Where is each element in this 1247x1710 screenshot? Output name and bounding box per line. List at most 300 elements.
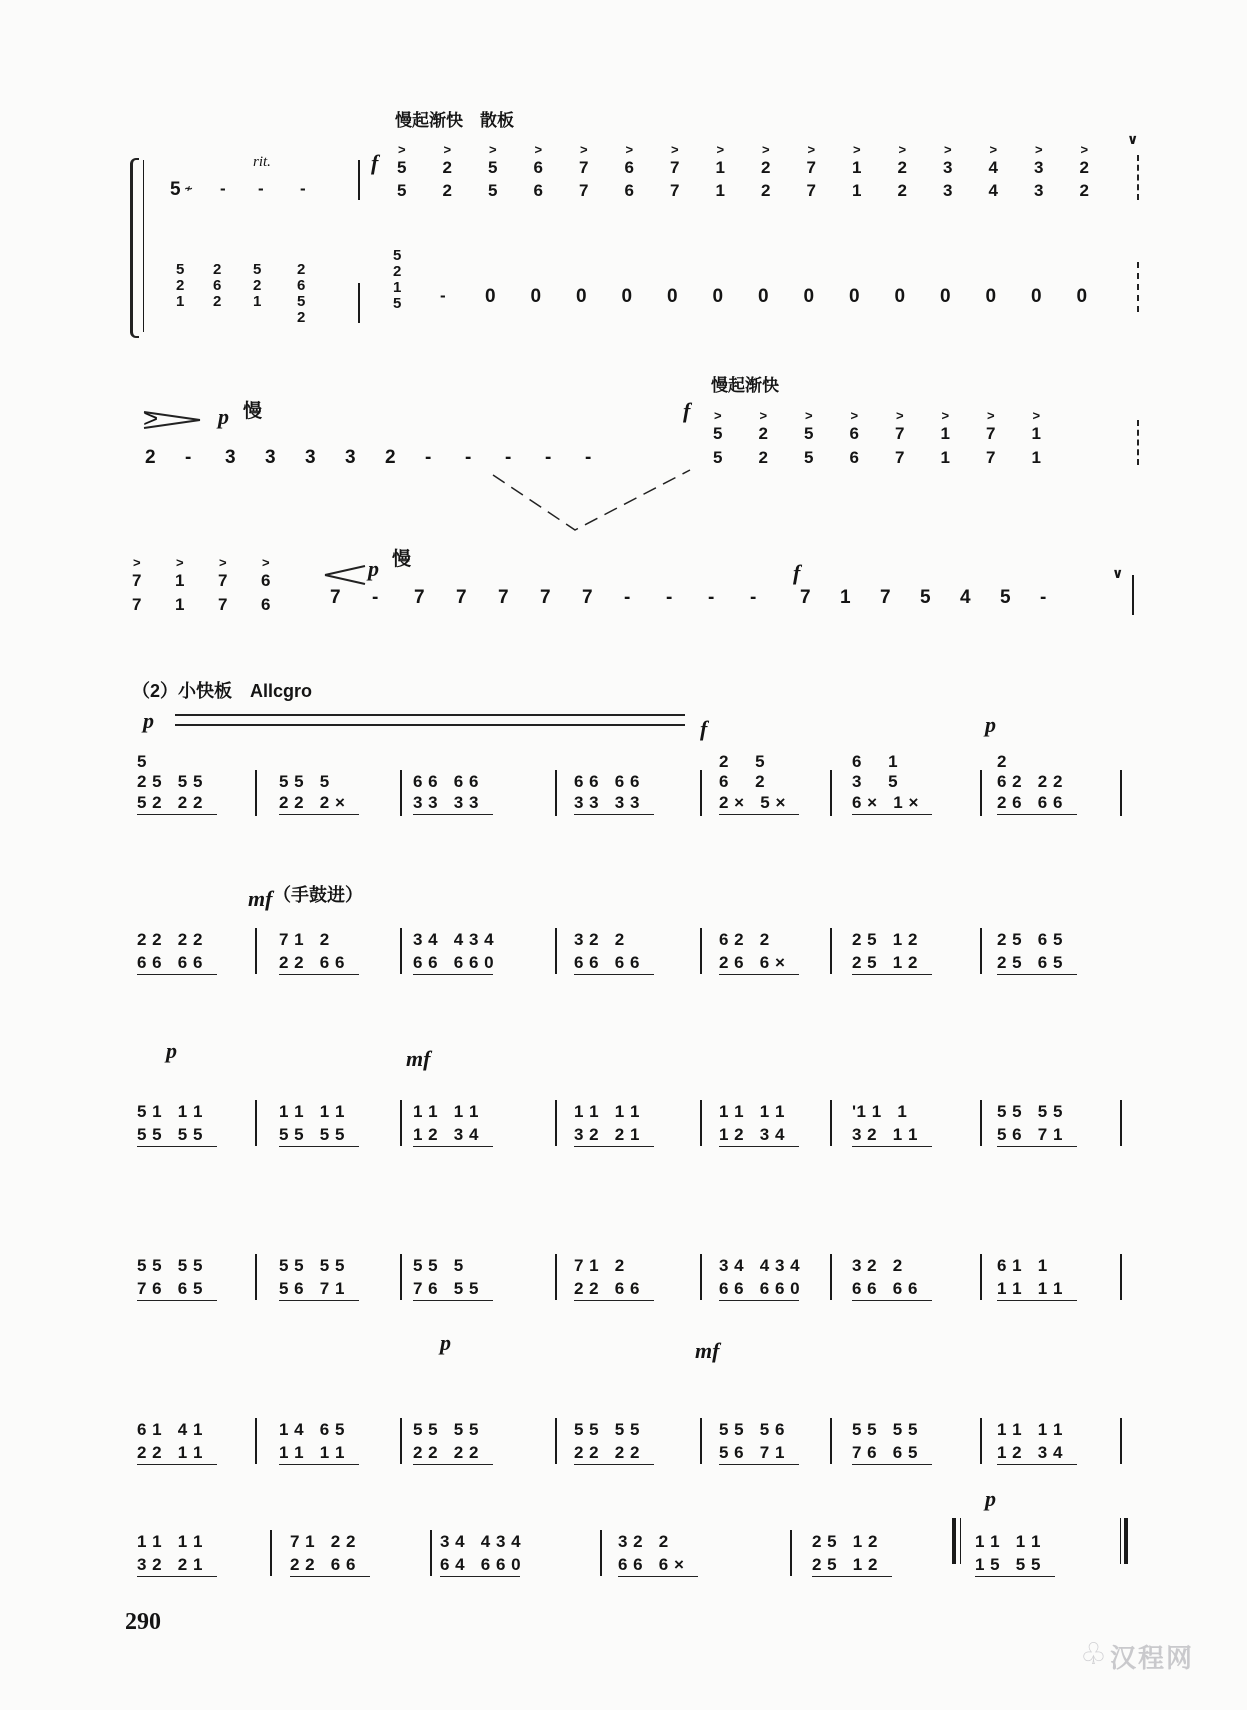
barline-dotted: [1137, 420, 1140, 465]
measure-lower: 3 2 2 1: [574, 1125, 640, 1144]
beam-underline: [137, 814, 217, 815]
beam-underline: [440, 1576, 520, 1577]
beam-underline: [574, 1464, 654, 1465]
measure-lower: 3 3 3 3: [413, 793, 479, 812]
note-lower: 7: [895, 448, 905, 467]
accent-mark: >: [1035, 142, 1043, 157]
melody-note-lower: 2: [761, 181, 771, 200]
note-lower: 2: [758, 448, 768, 467]
measure-upper: 6 1 3 5: [852, 752, 899, 791]
barline: [555, 1418, 557, 1464]
barline: [830, 928, 832, 974]
measure-lower: 2 6 6 6: [997, 793, 1063, 812]
beam-underline: [279, 814, 359, 815]
dynamic-piano: p: [985, 1486, 996, 1511]
beam-underline: [719, 814, 799, 815]
dash: -: [300, 179, 306, 198]
accent-mark: >: [398, 142, 406, 157]
note-lower: 6: [849, 448, 859, 467]
measure-upper: 1 1 1 1: [137, 1532, 203, 1551]
note: -: [585, 447, 592, 468]
barline: [980, 1254, 982, 1300]
barline: [1120, 1418, 1122, 1464]
note-lower: 1: [940, 448, 950, 467]
beam-underline: [137, 1464, 217, 1465]
accent-mark: >: [987, 408, 995, 423]
beam-underline: [413, 1146, 493, 1147]
melody-note-upper: 7: [579, 158, 589, 177]
barline: [1120, 1100, 1122, 1146]
barline: [400, 1254, 402, 1300]
beam-underline: [852, 1464, 932, 1465]
rest: 0: [530, 286, 542, 307]
measure-lower: 5 6 7 1: [719, 1443, 785, 1462]
dynamic-piano: p: [166, 1038, 177, 1063]
beam-underline: [574, 974, 654, 975]
rest: 0: [1031, 286, 1042, 307]
measure-upper: 2 5 6 2: [719, 752, 766, 791]
decrescendo-hairpin: >: [143, 403, 159, 433]
measure-lower: 6 6 6 6 0: [719, 1279, 801, 1298]
accent-mark: >: [762, 142, 770, 157]
beam-underline: [137, 1146, 217, 1147]
barline: [700, 1100, 702, 1146]
dynamic-mezzo-forte: mf: [695, 1338, 720, 1363]
measure-lower: 2 6 6 ×: [719, 953, 786, 972]
melody-note-lower: 2: [897, 181, 907, 200]
accent-mark: >: [805, 408, 813, 423]
barline: [980, 770, 982, 816]
measure-upper: 6 6 6 6: [413, 772, 479, 791]
beam-underline: [290, 1576, 370, 1577]
accent-mark: >: [898, 142, 907, 157]
note-upper: 5: [804, 424, 814, 443]
dash: -: [440, 286, 446, 305]
barline: [555, 1100, 557, 1146]
beam-underline: [852, 1146, 932, 1147]
measure-lower: 1 1 1 1: [997, 1279, 1063, 1298]
measure-upper: 5 5 5 5: [574, 1420, 640, 1439]
note-upper: 7: [895, 424, 905, 443]
note: -: [372, 587, 379, 608]
measure-lower: 7 6 5 5: [413, 1279, 479, 1298]
breath-mark: ∨: [1127, 131, 1139, 147]
note: 7: [540, 587, 551, 608]
beam-underline: [137, 1576, 217, 1577]
measure-upper: 1 1 1 1: [719, 1102, 785, 1121]
dynamic-mezzo-forte: mf: [406, 1046, 431, 1071]
melody-note-lower: 1: [715, 181, 725, 200]
barline: [255, 1254, 257, 1300]
measure-upper: 1 1 1 1: [997, 1420, 1063, 1439]
measure-lower: 6 6 6 6 0: [413, 953, 495, 972]
measure-upper: 2 5 1 2: [812, 1532, 878, 1551]
beam-underline: [997, 1464, 1077, 1465]
note-lower: 1: [175, 595, 185, 614]
measure-lower: 5 6 7 1: [997, 1125, 1063, 1144]
barline: [830, 770, 832, 816]
barline: [555, 1254, 557, 1300]
measure-upper: 5 5 5 5: [997, 1102, 1063, 1121]
measure-upper: 3 4 4 3 4: [719, 1256, 801, 1275]
barline: [400, 1100, 402, 1146]
note: -: [750, 587, 757, 608]
measure-upper: 6 1 1: [997, 1256, 1048, 1275]
measure-upper: 3 2 2: [618, 1532, 669, 1551]
barline: [255, 1418, 257, 1464]
melody-note-lower: 1: [852, 181, 862, 200]
trill-sign: ≁: [184, 183, 194, 195]
tempo-heading-2: 慢起渐快: [711, 376, 779, 395]
note-upper: 7: [132, 571, 142, 590]
measure-lower: 2 2 2 2: [413, 1443, 479, 1462]
note-upper: 2: [758, 424, 768, 443]
measure-upper: 3 2 2: [574, 930, 625, 949]
measure-upper: 3 4 4 3 4: [440, 1532, 522, 1551]
measure-lower: 5 5 5 5: [279, 1125, 345, 1144]
chord: 2 6 5 2: [297, 261, 306, 326]
accent-mark: >: [896, 408, 904, 423]
accent-mark: >: [759, 408, 768, 423]
melody-note-upper: 5: [397, 158, 407, 177]
dynamic-piano: p: [218, 404, 229, 429]
tempo-heading-1: 慢起渐快 散板: [395, 111, 514, 130]
beam-underline: [137, 1300, 217, 1301]
melody-note-upper: 3: [943, 158, 953, 177]
note: -: [545, 447, 552, 468]
beam-underline: [618, 1576, 698, 1577]
slow-marking: 慢: [392, 549, 412, 570]
barline: [430, 1530, 432, 1576]
beam-underline: [413, 1300, 493, 1301]
accent-mark: >: [489, 142, 497, 157]
measure-upper: 7 1 2: [279, 930, 330, 949]
melody-note-upper: 2: [442, 158, 452, 177]
repeat-end-bar: [1124, 1518, 1128, 1564]
note: 7: [582, 587, 593, 608]
melody-note-lower: 7: [806, 181, 816, 200]
dynamic-piano: p: [368, 556, 379, 581]
note: 7: [880, 587, 891, 608]
beam-underline: [997, 974, 1077, 975]
dynamic-mezzo-forte: mf: [248, 886, 273, 911]
melody-note-lower: 4: [988, 181, 998, 200]
barline: [830, 1418, 832, 1464]
melody-note-upper: 6: [533, 158, 543, 177]
note: -: [185, 447, 192, 468]
dynamic-piano: p: [985, 712, 996, 737]
accent-mark: >: [176, 555, 184, 570]
accent-mark: >: [1080, 142, 1089, 157]
rit-mark: rit.: [253, 154, 271, 170]
melody-note-lower: 2: [1079, 181, 1089, 200]
melody-note-upper: 1: [852, 158, 862, 177]
melody-note-upper: 4: [988, 158, 998, 177]
note: 7: [414, 587, 425, 608]
section-heading-allegro: （2）小快板 Allcgro: [132, 681, 313, 701]
melody-note-lower: 5: [397, 181, 407, 200]
rest: 0: [803, 286, 815, 307]
melody-note-lower: 7: [579, 181, 589, 200]
note-lower: 5: [804, 448, 814, 467]
measure-upper: 5 5 5: [413, 1256, 464, 1275]
beam-underline: [574, 1146, 654, 1147]
measure-lower: 6 6 6 ×: [618, 1555, 685, 1574]
rest: 0: [1076, 286, 1088, 307]
measure-lower: 2 5 1 2: [852, 953, 918, 972]
beam-underline: [279, 1464, 359, 1465]
melody-note-lower: 3: [943, 181, 953, 200]
dynamic-piano: p: [440, 1330, 451, 1355]
note: -: [1040, 587, 1047, 608]
measure-upper: 7 1 2: [574, 1256, 625, 1275]
measure-lower: 2 2 1 1: [137, 1443, 203, 1462]
barline: [980, 1418, 982, 1464]
note: 4: [960, 587, 971, 608]
beam-underline: [975, 1576, 1055, 1577]
note-upper: 5: [713, 424, 723, 443]
beam-underline: [719, 1146, 799, 1147]
note-lower: 6: [261, 595, 271, 614]
beam-underline: [997, 1146, 1077, 1147]
measure-lower: 2 × 5 ×: [719, 793, 786, 812]
accent-mark: >: [133, 555, 141, 570]
note-upper: 1: [175, 571, 185, 590]
melody-note-upper: 2: [761, 158, 771, 177]
dash: -: [220, 179, 226, 198]
barline: [700, 770, 702, 816]
dynamic-forte: f: [683, 398, 691, 423]
measure-upper: 1 1 1 1: [574, 1102, 640, 1121]
barline: [555, 928, 557, 974]
rest: 0: [576, 286, 587, 307]
accent-mark: >: [534, 142, 543, 157]
measure-lower: 2 2 6 6: [574, 1279, 640, 1298]
note: -: [425, 447, 432, 468]
note-lower: 1: [1031, 448, 1041, 467]
accent-mark: >: [807, 142, 816, 157]
melody-note-upper: 3: [1034, 158, 1044, 177]
rest: 0: [894, 286, 906, 307]
note-upper: 7: [218, 571, 228, 590]
barline: [400, 770, 402, 816]
accent-mark: >: [625, 142, 634, 157]
beam-underline: [719, 1300, 799, 1301]
note: 7: [456, 587, 467, 608]
repeat-start-bar-thin: [960, 1518, 961, 1564]
measure-lower: 2 2 2 2: [574, 1443, 640, 1462]
melody-note-lower: 7: [670, 181, 680, 200]
melody-note-lower: 5: [488, 181, 498, 200]
melody-note-upper: 2: [897, 158, 907, 177]
melody-note-upper: 7: [806, 158, 816, 177]
measure-upper: 2 5 6 5: [997, 930, 1063, 949]
beam-underline: [279, 974, 359, 975]
note: -: [624, 587, 631, 608]
measure-upper: 5 5 5 5: [852, 1420, 918, 1439]
accent-mark: >: [989, 142, 998, 157]
barline: [790, 1530, 792, 1576]
measure-lower: 2 5 6 5: [997, 953, 1063, 972]
watermark-logo: ♧: [1080, 1638, 1107, 1671]
measure-upper: '1 1 1: [852, 1102, 908, 1121]
measure-upper: 5 2 5 5 5: [137, 752, 203, 791]
note-lower: 7: [132, 595, 142, 614]
sustain-note: 5: [170, 179, 181, 200]
measure-upper: 2 6 2 2 2: [997, 752, 1063, 791]
measure-lower: 6 6 6 6: [852, 1279, 918, 1298]
barline: [1120, 1254, 1122, 1300]
measure-lower: 1 2 3 4: [719, 1125, 785, 1144]
barline: [980, 1100, 982, 1146]
rest: 0: [849, 286, 860, 307]
beam-underline: [852, 1300, 932, 1301]
chord: 5 2 1: [253, 261, 262, 310]
measure-upper: 2 5 1 2: [852, 930, 918, 949]
melody-note-upper: 6: [624, 158, 634, 177]
note: 2: [385, 447, 396, 468]
note: 1: [840, 587, 851, 608]
chord: 5 2 1: [176, 261, 185, 310]
measure-lower: 3 2 1 1: [852, 1125, 918, 1144]
note-lower: 7: [986, 448, 996, 467]
beam-underline: [137, 974, 217, 975]
beam-underline: [812, 1576, 892, 1577]
measure-lower: 6 6 6 6: [574, 953, 640, 972]
accent-mark: >: [1032, 408, 1041, 423]
accent-mark: >: [853, 142, 861, 157]
slow-marking: 慢: [243, 401, 263, 422]
barline: [255, 770, 257, 816]
dynamic-forte: f: [371, 150, 379, 175]
note: 2: [145, 447, 156, 468]
measure-lower: 1 5 5 5: [975, 1555, 1041, 1574]
measure-upper: 3 2 2: [852, 1256, 903, 1275]
beam-underline: [413, 974, 493, 975]
beam-underline: [719, 1464, 799, 1465]
measure-lower: 5 6 7 1: [279, 1279, 345, 1298]
measure-lower: 2 2 6 6: [290, 1555, 356, 1574]
measure-lower: 3 3 3 3: [574, 793, 640, 812]
accent-mark: >: [941, 408, 950, 423]
rest: 0: [758, 286, 769, 307]
barline: [830, 1254, 832, 1300]
beam-underline: [719, 974, 799, 975]
measure-upper: 6 1 4 1: [137, 1420, 203, 1439]
note: 3: [345, 447, 356, 468]
barline: [1132, 575, 1134, 615]
measure-lower: 7 6 6 5: [137, 1279, 203, 1298]
dash: -: [258, 179, 264, 198]
barline: [400, 1418, 402, 1464]
watermark-text: 汉程网: [1110, 1643, 1195, 1673]
accent-mark: >: [443, 142, 452, 157]
barline: [555, 770, 557, 816]
measure-upper: 1 4 6 5: [279, 1420, 345, 1439]
accent-mark: >: [580, 142, 588, 157]
measure-lower: 1 2 3 4: [413, 1125, 479, 1144]
accent-mark: >: [944, 142, 952, 157]
barline: [1120, 770, 1122, 816]
rest: 0: [621, 286, 633, 307]
accent-mark: >: [716, 142, 725, 157]
barline: [980, 928, 982, 974]
rest: 0: [667, 286, 678, 307]
measure-lower: 1 2 3 4: [997, 1443, 1063, 1462]
crescendo-line: [175, 714, 685, 726]
melody-note-lower: 6: [624, 181, 634, 200]
melody-note-upper: 2: [1079, 158, 1089, 177]
barline: [600, 1530, 602, 1576]
note: 3: [225, 447, 236, 468]
measure-lower: 6 × 1 ×: [852, 793, 919, 812]
hand-drum-entry: （手鼓进）: [273, 885, 363, 905]
page-number: 290: [125, 1609, 161, 1635]
repeat-start-bar: [952, 1518, 956, 1564]
melody-note-lower: 3: [1034, 181, 1044, 200]
chord: 5 2 1 5: [393, 247, 402, 312]
measure-lower: 1 1 1 1: [279, 1443, 345, 1462]
note: 5: [920, 587, 931, 608]
dynamic-forte: f: [793, 560, 801, 585]
measure-upper: 7 1 2 2: [290, 1532, 356, 1551]
measure-upper: 5 5 5 5: [279, 1256, 345, 1275]
barline: [830, 1100, 832, 1146]
accent-mark: >: [671, 142, 679, 157]
measure-upper: 1 1 1 1: [975, 1532, 1041, 1551]
accent-mark: >: [262, 555, 270, 570]
note-upper: 1: [1031, 424, 1041, 443]
measure-lower: 6 4 6 6 0: [440, 1555, 522, 1574]
note-upper: 6: [849, 424, 859, 443]
measure-upper: 5 1 1 1: [137, 1102, 203, 1121]
measure-lower: 6 6 6 6: [137, 953, 203, 972]
note: -: [666, 587, 673, 608]
note: 3: [305, 447, 316, 468]
beam-underline: [852, 814, 932, 815]
measure-upper: 5 5 5: [279, 772, 330, 791]
beam-underline: [852, 974, 932, 975]
measure-upper: 5 5 5 6: [719, 1420, 785, 1439]
barline: [255, 1100, 257, 1146]
melody-note-upper: 7: [670, 158, 680, 177]
measure-upper: 5 5 5 5: [137, 1256, 203, 1275]
note: 7: [330, 587, 341, 608]
barline: [270, 1530, 272, 1576]
barline: [255, 928, 257, 974]
note: 5: [1000, 587, 1011, 608]
measure-upper: 6 6 6 6: [574, 772, 640, 791]
accent-mark: >: [714, 408, 722, 423]
note: 7: [498, 587, 509, 608]
breath-mark: ∨: [1112, 565, 1124, 581]
measure-upper: 6 2 2: [719, 930, 770, 949]
beam-underline: [279, 1146, 359, 1147]
accent-mark: >: [850, 408, 859, 423]
measure-upper: 5 5 5 5: [413, 1420, 479, 1439]
measure-upper: 3 4 4 3 4: [413, 930, 495, 949]
rest: 0: [985, 286, 997, 307]
measure-lower: 2 5 1 2: [812, 1555, 878, 1574]
beam-underline: [279, 1300, 359, 1301]
accent-mark: >: [219, 555, 227, 570]
note: -: [708, 587, 715, 608]
measure-lower: 2 2 2 ×: [279, 793, 346, 812]
barline: [700, 928, 702, 974]
note: -: [505, 447, 512, 468]
measure-lower: 2 2 6 6: [279, 953, 345, 972]
note-upper: 7: [986, 424, 996, 443]
